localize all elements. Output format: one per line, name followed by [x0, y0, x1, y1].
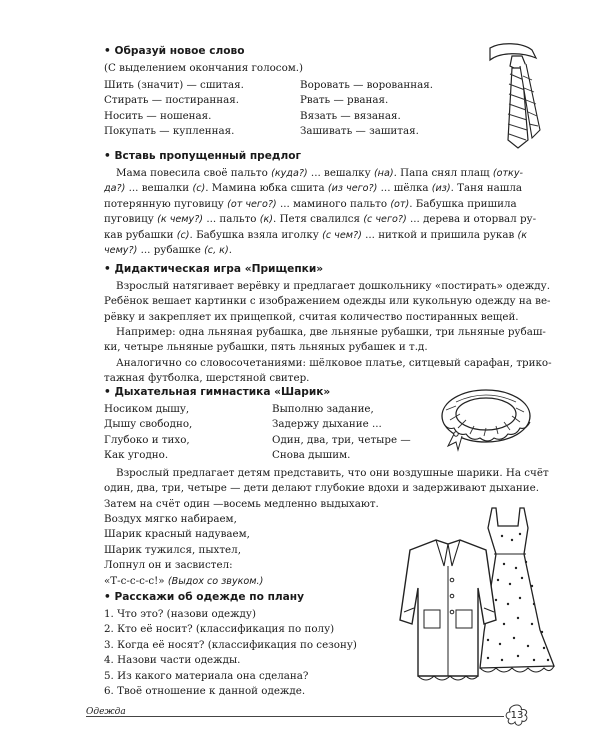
text-line: чему?) ... рубашке (с, к).: [104, 244, 232, 257]
word-pair: Стирать — постиранная.: [104, 94, 240, 107]
bullet: •: [104, 591, 115, 603]
list-item: 5. Из какого материала она сделана?: [104, 669, 309, 682]
section3-paragraph-2: [104, 325, 552, 356]
page-number: 13: [510, 710, 524, 721]
word-pair: Вязать — вязаная.: [300, 109, 401, 122]
section4-title: • Дыхательная гимнастика «Шарик»: [104, 386, 331, 398]
bullet: •: [104, 45, 115, 57]
text-line: Взрослый предлагает детям представить, что они воздушные шарики. На счёт: [116, 467, 549, 479]
text-line: ки, четыре льняные рубашки, пять льняных рубашек и т.д.: [104, 341, 428, 354]
poem-line: Носиком дышу,: [104, 403, 190, 415]
exhale-note: (Выдох со звуком.): [167, 575, 264, 587]
coat-and-dress-illustration: [384, 500, 564, 700]
text-line: потерянную пуговицу (от чего?) ... маминого пальто (от). Бабушка пришила: [104, 197, 517, 210]
poem-line: Выполню задание,: [272, 403, 374, 415]
poem-line: Как угодно.: [104, 449, 169, 462]
section3-title: • Дидактическая игра «Прищепки»: [104, 263, 324, 275]
text-line: кав рубашки (с). Бабушка взяла иголку (с чем?) ... ниткой и пришила рукав (к: [104, 228, 528, 241]
word-pair: Шить (значит) — сшитая.: [104, 79, 244, 91]
footer-rule: [86, 716, 504, 717]
section5-title: • Расскажи об одежде по плану: [104, 591, 305, 603]
poem-line: Лопнул он и засвистел:: [104, 559, 233, 572]
section2-text: [104, 166, 548, 258]
poem-line: Воздух мягко набираем,: [104, 513, 237, 525]
section5-plan-list: [104, 607, 357, 699]
poem-line: [104, 574, 263, 589]
text-line: да?) ... вешалки (с). Мамина юбка сшита (из чего?) ... шёлка (из). Таня нашла: [104, 182, 523, 195]
bullet: •: [104, 150, 115, 162]
text-line: один, два, три, четыре — дети делают глубокие вдохи и задерживают дыхание.: [104, 482, 539, 495]
text-line: Ребёнок вешает картинки с изображением одежды или кукольную одежду на ве-: [104, 295, 551, 308]
section3-paragraph-1: [104, 279, 552, 325]
poem-line: Задержу дыхание ...: [272, 418, 382, 431]
exhale-quote: «Т-с-с-с-с!»: [104, 574, 165, 587]
text-line: Аналогично со словосочетаниями: шёлковое платье, ситцевый сарафан, трико-: [116, 357, 552, 369]
text-line: пуговицу (к чему?) ... пальто (к). Петя свалился (с чего?) ... дерева и оторвал ру-: [104, 213, 537, 226]
list-item: 3. Когда её носят? (классификация по сезону): [104, 638, 357, 651]
section4-breathing-poem: [104, 512, 263, 589]
list-item: 1. Что это? (назови одежду): [104, 608, 256, 620]
section4-poem-left: [104, 402, 192, 464]
section2-title: • Вставь пропущенный предлог: [104, 150, 302, 162]
necktie-illustration: [460, 40, 560, 150]
text-line: рёвку и закрепляет их прищепкой, считая количество постиранных вещей.: [104, 310, 519, 323]
poem-line: Шарик красный надуваем,: [104, 528, 250, 541]
text-line: Взрослый натягивает верёвку и предлагает дошкольнику «постирать» одежду.: [116, 280, 550, 292]
text-line: Затем на счёт один —восемь медленно выдыхают.: [104, 497, 379, 510]
poem-line: Один, два, три, четыре —: [272, 433, 411, 446]
word-pair: Воровать — ворованная.: [300, 79, 433, 91]
footer-chapter-label: Одежда: [86, 707, 126, 717]
section4-poem-right: [272, 402, 411, 464]
list-item: 6. Твоё отношение к данной одежде.: [104, 685, 306, 698]
text-line: Мама повесила своё пальто (куда?) ... вешалку (на). Папа снял плащ (отку-: [116, 167, 523, 179]
section1-left-list: [104, 78, 244, 140]
list-item: 4. Назови части одежды.: [104, 654, 241, 667]
section1-right-list: [300, 78, 433, 140]
word-pair: Зашивать — зашитая.: [300, 125, 419, 138]
section1-title: • Образуй новое слово: [104, 45, 245, 57]
list-item: 2. Кто её носит? (классификация по полу): [104, 623, 335, 636]
poem-line: Снова дышим.: [272, 449, 351, 462]
text-line: тажная футболка, шерстяной свитер.: [104, 372, 310, 385]
section3-paragraph-3: [104, 356, 552, 387]
section1-note: (С выделением окончания голосом.): [104, 62, 304, 74]
word-pair: Рвать — рваная.: [300, 94, 389, 107]
word-pair: Покупать — купленная.: [104, 125, 235, 138]
poem-line: Глубоко и тихо,: [104, 433, 190, 446]
text-line: Например: одна льняная рубашка, две льняные рубашки, три льняные рубаш-: [116, 326, 546, 338]
poem-line: Дышу свободно,: [104, 418, 193, 431]
poem-line: Шарик тужился, пыхтел,: [104, 543, 241, 556]
bullet: •: [104, 386, 115, 398]
bullet: •: [104, 263, 115, 275]
word-pair: Носить — ношеная.: [104, 109, 212, 122]
lace-collar-illustration: [436, 384, 536, 454]
